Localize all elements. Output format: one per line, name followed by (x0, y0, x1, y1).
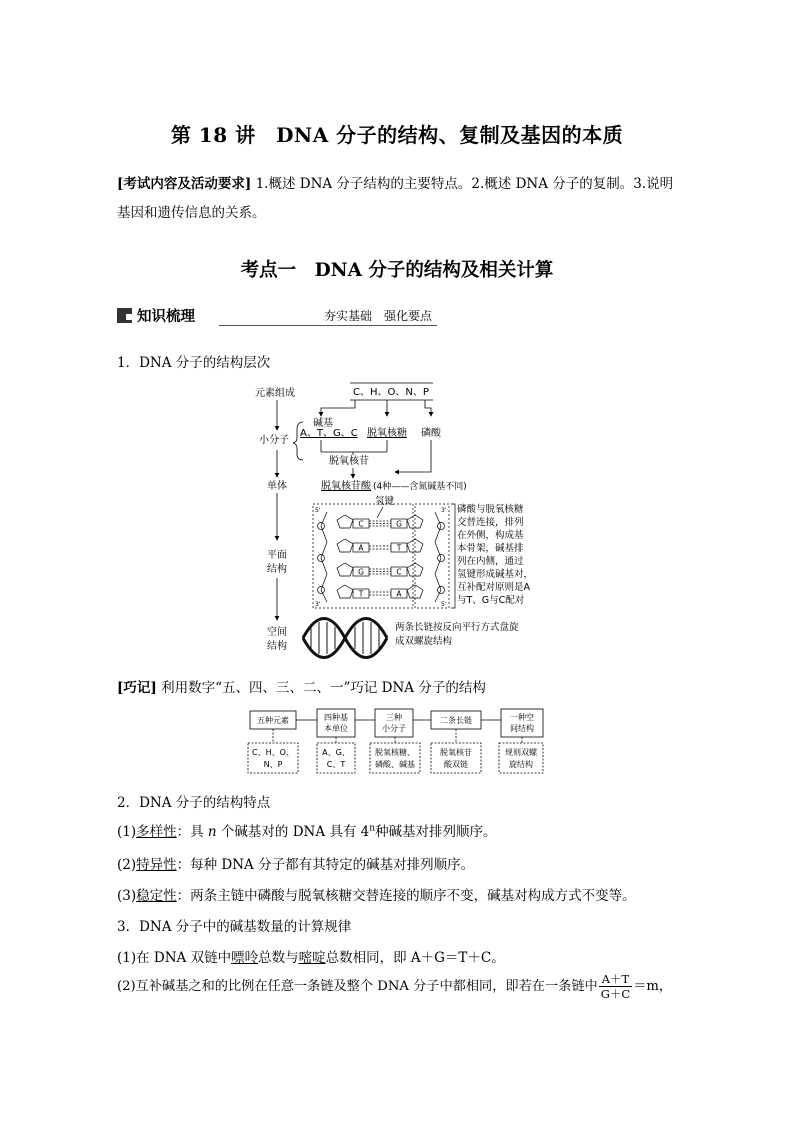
label-plane-structure-2: 结构 (267, 564, 287, 575)
side-note-1: 磷酸与脱氧核糖 (457, 504, 524, 515)
mnemonic-line (117, 676, 486, 696)
side-note-4: 本骨架，碱基排 (457, 543, 524, 554)
ratio-fraction: $\frac{A+T}{G+C}$ (600, 972, 631, 1001)
side-note-6: 氢键形成碱基对， (457, 569, 534, 580)
label-spatial-structure-2: 结构 (267, 641, 287, 652)
mnemonic-text: 利用数字“五、四、三、二、一”巧记 DNA 分子的结构 (161, 680, 486, 696)
side-note-8: 与T、G与C配对 (457, 595, 525, 606)
side-note-2: 交替连接，排列 (457, 517, 524, 528)
bottom-box-5a: 规则双螺 (505, 748, 537, 757)
top-box-3a: 三种 (386, 713, 402, 722)
bases-text: A、T、G、C (300, 428, 358, 439)
side-note-7: 互补配对原则是A (457, 582, 530, 593)
top-box-4: 二条长链 (440, 716, 472, 725)
label-monomer: 单体 (267, 481, 287, 492)
requirements-tag: [考试内容及活动要求] (117, 176, 252, 192)
bottom-box-2b: C、T (326, 760, 346, 769)
right-base-2: T (396, 543, 402, 553)
label-small-molecules: 小分子 (259, 435, 289, 446)
bottom-box-1b: N、P (263, 760, 283, 769)
top-box-3b: 小分子 (382, 724, 406, 733)
mnemonic-diagram (245, 705, 555, 777)
knowledge-bar (117, 305, 437, 329)
item-3-line-1: (1)在 DNA 双链中嘌呤总数与嘧啶总数相同，即 A＋G＝T＋C。 (117, 950, 505, 966)
side-note-5: 列在内侧，通过 (457, 556, 524, 567)
strand-label-5-left: 5' (315, 507, 321, 514)
nucleoside-text: 脱氧核苷 (329, 456, 369, 467)
top-box-5b: 间结构 (510, 724, 534, 733)
left-base-1: C (358, 519, 364, 529)
strand-label-5-right: 5' (441, 601, 447, 608)
strand-label-3-left: 3' (315, 601, 321, 608)
helix-note-1: 两条长链按反向平行方式盘旋 (395, 622, 519, 633)
bottom-box-3b: 磷酸、碱基 (375, 760, 415, 769)
monomer-note: (4种——含氮碱基不同) (373, 482, 467, 492)
helix-note-2: 成双螺旋结构 (395, 636, 453, 647)
item-1-heading: 1．DNA 分子的结构层次 (117, 355, 271, 371)
item-3-line-2: (2)互补碱基之和的比例在任意一条链及整个 DNA 分子中都相同，即若在一条链中 $\frac{A+T}{G+C}$ ＝m， (117, 972, 673, 1001)
side-note-3: 在外侧，构成基 (457, 530, 524, 541)
bottom-box-4a: 脱氧核苷 (440, 748, 472, 757)
section-title: 考点一 DNA 分子的结构及相关计算 (240, 260, 554, 281)
knowledge-subtitle: 夯实基础 强化要点 (324, 309, 433, 323)
label-spatial-structure-1: 空间 (267, 627, 287, 638)
strand-label-3-right: 3' (441, 507, 447, 514)
item-2-heading: 2．DNA 分子的结构特点 (117, 795, 271, 811)
double-helix-icon (303, 619, 387, 658)
exam-requirements (117, 170, 682, 228)
left-base-3: G (358, 567, 364, 577)
left-base-2: A (358, 543, 364, 553)
key-diversity: 多样性 (136, 824, 177, 840)
requirements-line-1: 1.概述 DNA 分子结构的主要特点。2.概述 DNA 分子的复制。3.说明 (255, 176, 674, 192)
item-2-line-2: (2)特异性：每种 DNA 分子都有其特定的碱基对排列顺序。 (117, 857, 475, 873)
top-box-2a: 四种基 (324, 713, 348, 722)
knowledge-label: 知识梳理 (137, 308, 195, 325)
item-2-line-1: (1)多样性：具 n 个碱基对的 DNA 具有 4$^n$种碱基对排列顺序。 (117, 823, 497, 840)
item-3-heading: 3．DNA 分子中的碱基数量的计算规律 (117, 919, 352, 935)
right-base-1: G (396, 519, 402, 529)
lecture-title: 第 18 讲 DNA 分子的结构、复制及基因的本质 (170, 123, 624, 147)
mnemonic-tag: [巧记] (117, 680, 157, 696)
bottom-box-2a: A、G、 (322, 748, 350, 757)
bottom-box-5b: 旋结构 (509, 760, 533, 769)
label-plane-structure-1: 平面 (267, 550, 287, 561)
sugar-text: 脱氧核糖 (367, 428, 407, 439)
bottom-box-3a: 脱氧核糖、 (375, 748, 415, 757)
bottom-box-4b: 酸双链 (444, 760, 468, 769)
base-text: 碱基 (313, 418, 333, 429)
top-box-2b: 本单位 (324, 724, 348, 733)
dna-structure-diagram (245, 380, 575, 660)
hbond-text: 氢键 (375, 496, 395, 507)
item-2-line-3: (3)稳定性：两条主链中磷酸与脱氧核糖交替连接的顺序不变，碱基对构成方式不变等。 (117, 888, 636, 904)
key-stability: 稳定性 (136, 888, 177, 904)
right-base-3: C (396, 567, 402, 577)
top-box-5a: 一种空 (510, 713, 534, 722)
phosphate-text: 磷酸 (421, 428, 441, 439)
top-box-1: 五种元素 (257, 716, 289, 725)
label-element-composition: 元素组成 (255, 388, 295, 399)
requirements-line-2: 基因和遗传信息的关系。 (117, 205, 266, 221)
key-specificity: 特异性 (136, 857, 177, 873)
bottom-box-1a: C、H、O、 (252, 748, 294, 757)
right-base-4: A (396, 589, 402, 599)
elements-text: C、H、O、N、P (353, 387, 429, 398)
monomer-text: 脱氧核苷酸 (321, 481, 371, 492)
left-base-4: T (358, 589, 364, 599)
